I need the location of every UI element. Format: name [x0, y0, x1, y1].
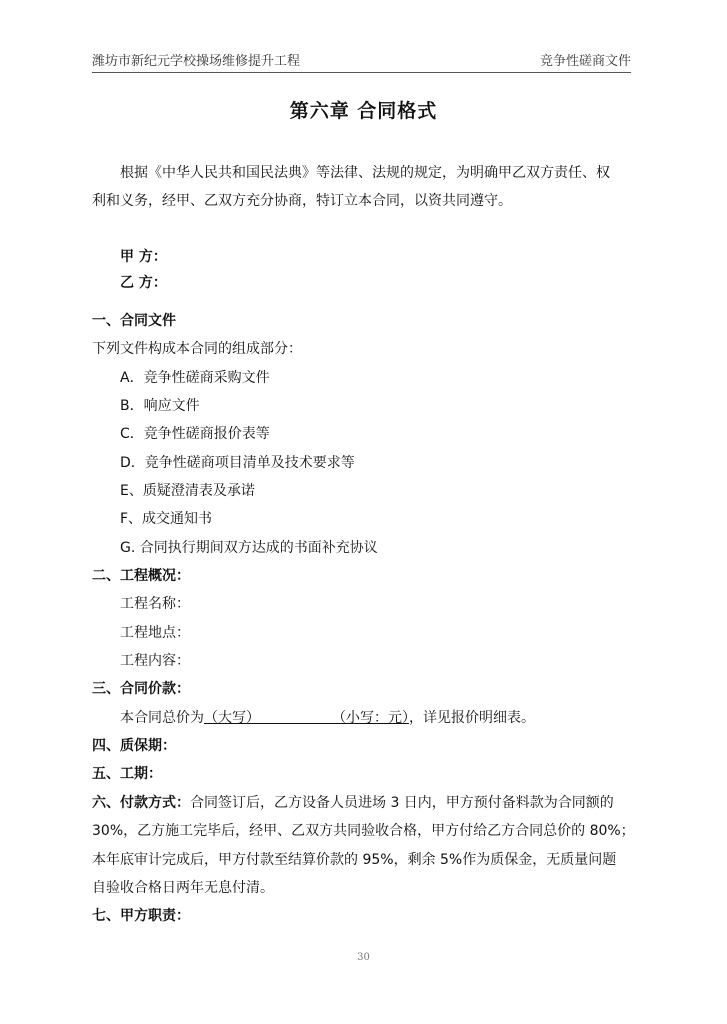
list-item: D．竞争性磋商项目清单及技术要求等 — [120, 455, 355, 471]
list-item: A．竞争性磋商采购文件 — [120, 370, 270, 386]
project-name-field: 工程名称： — [120, 596, 190, 612]
payment-text-4: 自验收合格日两年无息付清。 — [92, 880, 274, 896]
section-7-heading: 七、甲方职责： — [92, 908, 190, 924]
intro-line-1: 根据《中华人民共和国民法典》等法律、法规的规定，为明确甲乙双方责任、权 — [120, 165, 610, 181]
intro-line-2: 利和义务，经甲、乙双方充分协商，特订立本合同，以资共同遵守。 — [92, 193, 512, 209]
section-5-heading: 五、工期： — [92, 766, 162, 782]
amount-upper-label: （大写） — [204, 710, 260, 726]
list-item: G. 合同执行期间双方达成的书面补充协议 — [120, 540, 378, 556]
payment-text-3: 本年底审计完成后，甲方付款至结算价款的 95%，剩余 5%作为质保金，无质量问题 — [92, 852, 617, 868]
payment-text-2: 30%，乙方施工完毕后，经甲、乙双方共同验收合格，甲方付给乙方合同总价的 80%； — [92, 823, 635, 839]
list-item: B．响应文件 — [120, 398, 200, 414]
amount-lower-label: （小写：元） — [332, 710, 409, 726]
list-item: E、质疑澄清表及承诺 — [120, 483, 255, 499]
payment-text-1: 合同签订后，乙方设备人员进场 3 日内，甲方预付备料款为合同额的 — [190, 795, 614, 811]
section-4-heading: 四、质保期： — [92, 738, 176, 754]
section-3-heading: 三、合同价款： — [92, 681, 190, 697]
section-1-heading: 一、合同文件 — [92, 313, 176, 329]
page-header — [92, 50, 631, 73]
contract-price-prefix: 本合同总价为 — [120, 710, 204, 726]
list-item: C．竞争性磋商报价表等 — [120, 426, 270, 442]
header-project-name: 潍坊市新纪元学校操场维修提升工程 — [92, 54, 301, 69]
section-1-lead: 下列文件构成本合同的组成部分： — [92, 341, 302, 357]
project-content-field: 工程内容： — [120, 653, 190, 669]
contract-price-suffix: ，详见报价明细表。 — [409, 710, 535, 726]
chapter-title: 第六章 合同格式 — [289, 100, 438, 122]
page-number: 30 — [357, 952, 370, 963]
header-doc-type: 竞争性磋商文件 — [539, 54, 631, 69]
section-6-heading: 六、付款方式： — [92, 795, 190, 811]
contract-price-line — [120, 707, 535, 727]
amount-blank — [260, 709, 332, 724]
list-item: F、成交通知书 — [120, 511, 213, 527]
project-location-field: 工程地点： — [120, 625, 190, 641]
party-a: 甲 方： — [120, 249, 167, 265]
section-2-heading: 二、工程概况： — [92, 568, 190, 584]
section-6-line-1 — [92, 792, 614, 812]
party-b: 乙 方： — [120, 275, 167, 291]
